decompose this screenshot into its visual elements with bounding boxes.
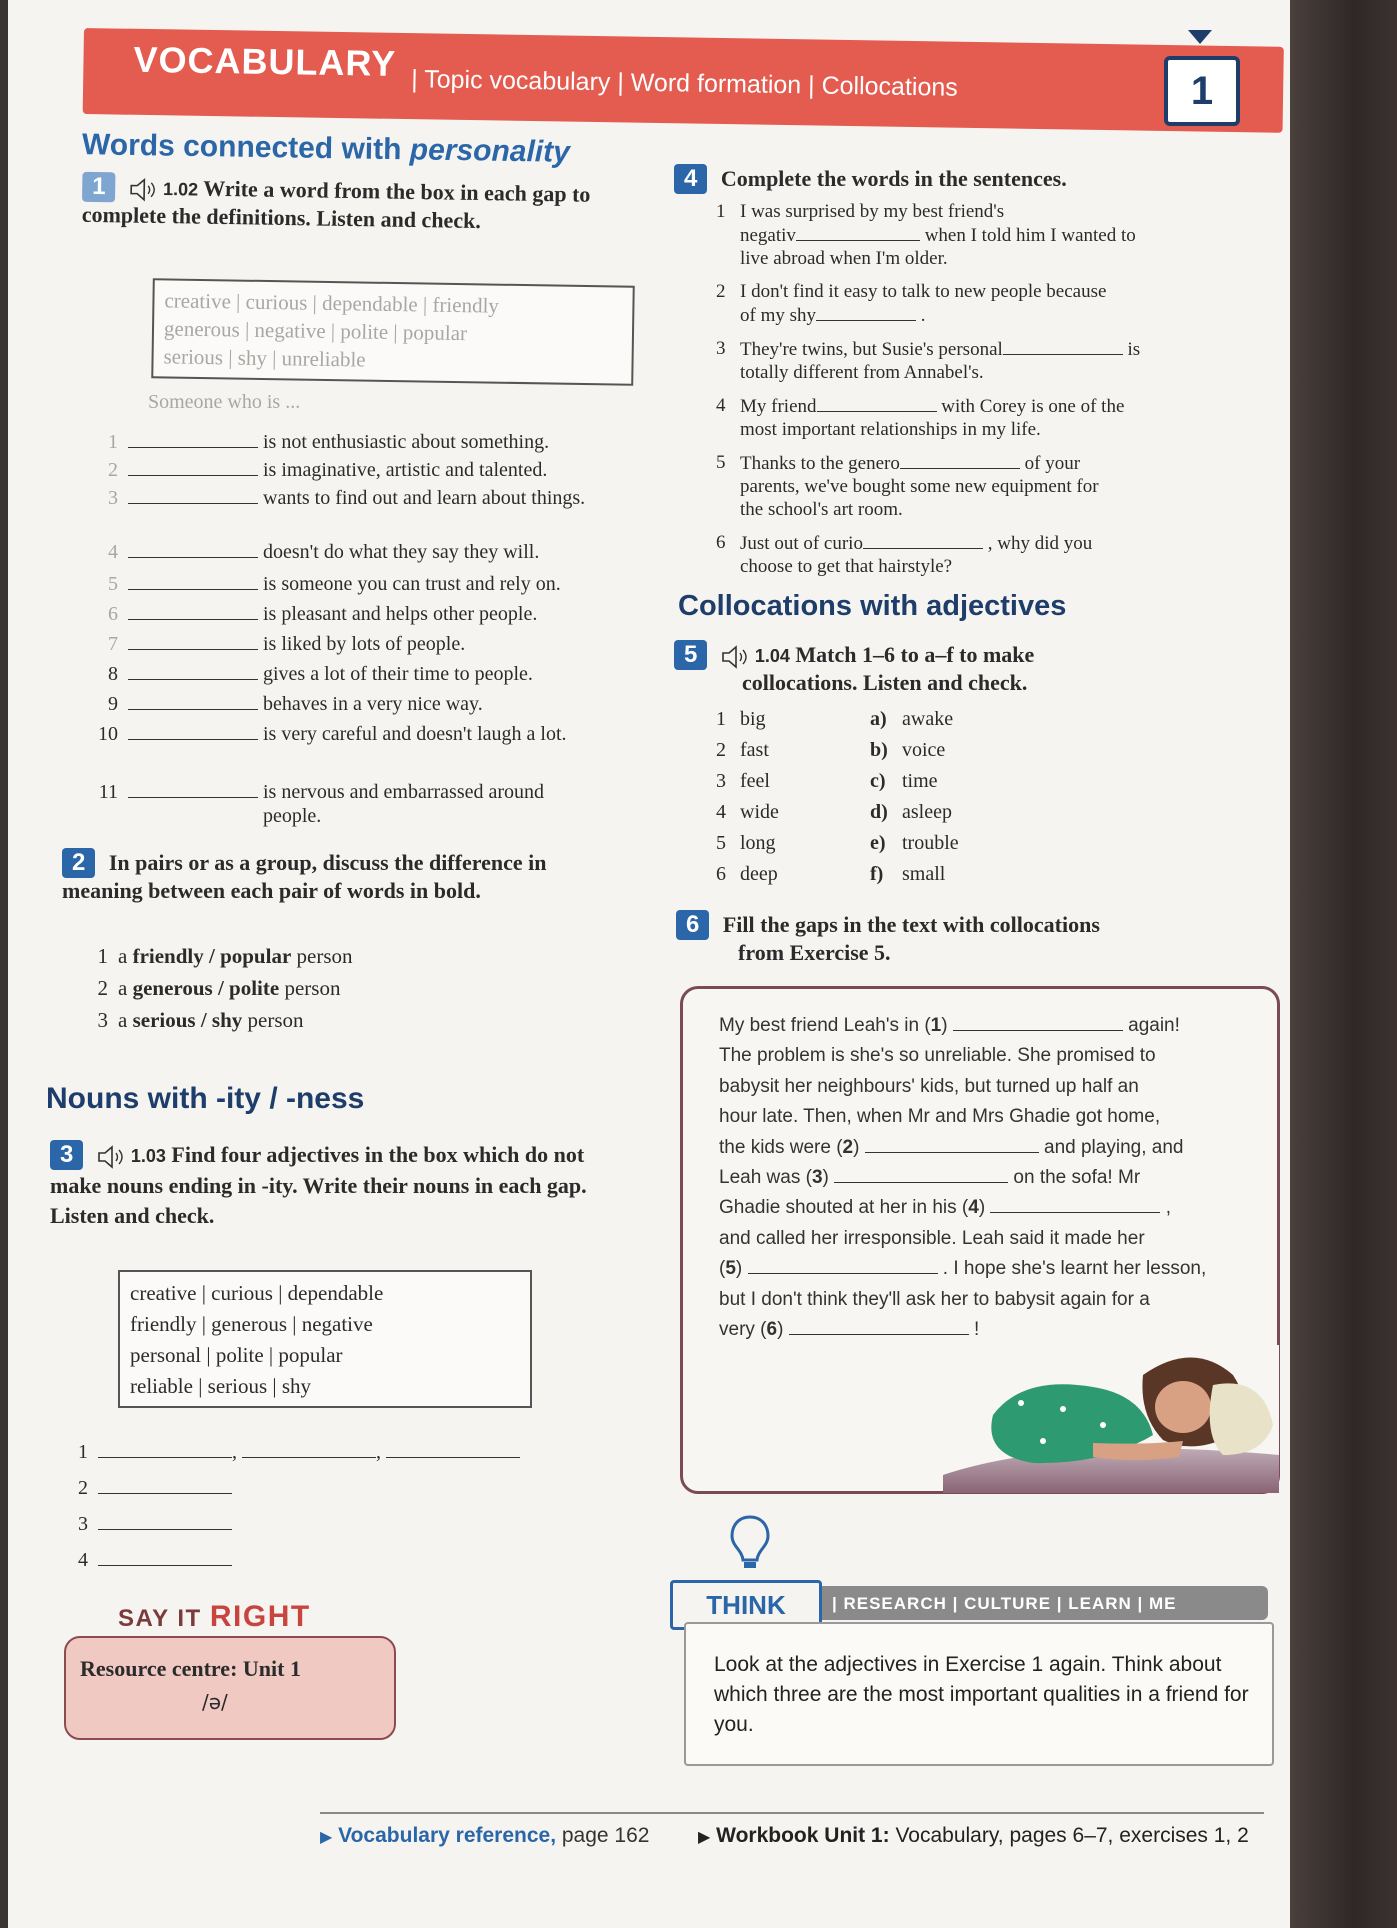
list-item	[716, 451, 1276, 521]
item-number: 1	[78, 1441, 88, 1463]
exercise-2-instruction	[62, 848, 622, 904]
item-number: 2	[716, 739, 726, 761]
exercise-number: 4	[674, 164, 707, 194]
item-text: is very careful and doesn't laugh a lot.	[263, 723, 567, 745]
item-text: is	[1122, 339, 1141, 360]
list-item	[716, 337, 1276, 384]
item-text: totally different from Annabel's.	[740, 362, 984, 383]
item-number: 5	[108, 573, 118, 595]
exercise-number: 5	[674, 640, 707, 670]
section-title-part: Words connected with	[81, 128, 411, 167]
list-item	[716, 859, 779, 890]
word-box-row: reliable | serious | shy	[130, 1374, 312, 1398]
item-text: I was surprised by my best friend's	[740, 201, 1005, 222]
story-fragment: )	[822, 1167, 835, 1189]
item-text: is nervous and embarrassed around people.	[263, 781, 545, 827]
item-number: 10	[98, 723, 118, 745]
section-title-italic: personality	[409, 133, 571, 169]
item-text: asleep	[902, 801, 952, 823]
list-item	[716, 766, 779, 797]
item-number: 3	[78, 1513, 88, 1535]
item-number: 6	[108, 603, 118, 625]
answer-gap[interactable]	[242, 1440, 376, 1458]
item-number: 3	[716, 770, 726, 792]
exercise-number: 2	[62, 848, 95, 878]
say-it-right-box	[64, 1636, 396, 1740]
story-fragment: )	[777, 1319, 789, 1341]
instruction-text: collocations. Listen and check.	[742, 670, 1028, 695]
item-text: long	[740, 832, 776, 854]
story-fragment: )	[853, 1136, 865, 1158]
item-text: person	[291, 944, 353, 968]
instruction-text: Fill the gaps in the text with collocations	[722, 912, 1100, 937]
footer-text: Workbook Unit 1:	[716, 1824, 890, 1847]
item-text: choose to get that hairstyle?	[740, 556, 953, 577]
word-box-row: friendly | generous | negative	[130, 1312, 373, 1336]
list-item	[84, 572, 644, 596]
answer-gap[interactable]	[816, 303, 916, 321]
story-gap[interactable]	[748, 1256, 938, 1274]
label-part: SAY IT	[118, 1605, 210, 1632]
item-letter: a)	[870, 708, 887, 730]
item-text: , why did you	[982, 533, 1093, 554]
audio-speaker-icon	[721, 645, 751, 669]
list-item	[88, 976, 340, 1000]
item-text: behaves in a very nice way.	[263, 693, 483, 715]
answer-gap[interactable]	[128, 722, 258, 740]
item-number: 6	[716, 863, 726, 885]
lightbulb-icon	[730, 1514, 770, 1574]
item-number: 11	[98, 781, 118, 803]
list-item	[84, 632, 644, 656]
think-box	[684, 1622, 1274, 1766]
list-item	[716, 394, 1276, 441]
answer-gap[interactable]	[128, 430, 258, 448]
answer-gap[interactable]	[98, 1548, 232, 1566]
item-text: is imaginative, artistic and talented.	[263, 459, 548, 481]
list-item	[870, 766, 959, 797]
item-text: parents, we've bought some new equipment for	[740, 476, 1099, 497]
item-number: 2	[78, 1477, 88, 1499]
exercise-4-instruction	[674, 164, 1274, 194]
bold-words: serious / shy	[132, 1008, 243, 1032]
answer-row	[74, 1548, 232, 1572]
item-text: most important relationships in my life.	[740, 419, 1041, 440]
item-number: 1	[716, 201, 726, 222]
answer-gap[interactable]	[863, 531, 983, 549]
story-fragment: Ghadie shouted at her in his (	[719, 1197, 969, 1219]
list-item	[84, 486, 644, 510]
item-text: time	[902, 770, 938, 792]
story-line	[719, 1193, 1239, 1223]
think-label: THINK	[670, 1580, 822, 1630]
section-title-nouns: Nouns with -ity / -ness	[46, 1082, 365, 1115]
resource-centre-title: Resource centre: Unit 1	[80, 1656, 301, 1681]
list-item	[84, 602, 644, 626]
answer-gap[interactable]	[128, 572, 258, 590]
item-text: fast	[740, 739, 769, 761]
item-text: feel	[740, 770, 770, 792]
item-letter: e)	[870, 832, 886, 854]
item-letter: f)	[870, 863, 884, 885]
story-fragment: )	[735, 1258, 748, 1280]
footer-text: page 162	[556, 1824, 650, 1847]
gap-number: 6	[766, 1319, 778, 1341]
story-fragment: again!	[1122, 1015, 1180, 1036]
item-text: Just out of curio	[740, 533, 863, 554]
answer-gap[interactable]	[128, 458, 258, 476]
list-item	[84, 458, 644, 482]
answer-gap[interactable]	[128, 540, 258, 558]
sleeping-girl-photo	[943, 1345, 1279, 1493]
section-title-personality	[82, 128, 570, 170]
item-text: a	[118, 944, 133, 968]
instruction-text: Write a word from the box in each gap to complete the definitions. Listen and check.	[81, 175, 591, 234]
list-item	[84, 540, 644, 564]
label-part: RIGHT	[209, 1600, 311, 1633]
item-text: negativ	[740, 225, 796, 246]
play-arrow-icon: ▶	[698, 1829, 711, 1846]
item-text: is liked by lots of people.	[263, 633, 466, 655]
item-text: a	[118, 1008, 133, 1032]
item-text: gives a lot of their time to people.	[263, 663, 533, 685]
story-line: and called her irresponsible. Leah said it made her	[719, 1227, 1145, 1249]
item-letter: c)	[870, 770, 886, 792]
instruction-text: Find four adjectives in the box which do not make nouns ending in -ity. Write their nouns in each gap. Listen and check.	[50, 1142, 587, 1228]
story-line: hour late. Then, when Mr and Mrs Ghadie got home,	[719, 1106, 1161, 1128]
story-gap[interactable]	[789, 1317, 969, 1335]
item-number: 3	[97, 1008, 108, 1032]
list-item	[716, 200, 1276, 270]
story-fragment: Leah was (	[719, 1167, 812, 1189]
list-item	[84, 780, 644, 828]
audio-speaker-icon	[97, 1145, 127, 1169]
answer-row: 1 , ,	[74, 1440, 520, 1464]
phoneme: /ə/	[202, 1690, 228, 1714]
item-text: small	[902, 863, 946, 885]
item-text: the school's art room.	[740, 499, 903, 520]
list-item	[84, 662, 644, 686]
gap-number: 3	[811, 1167, 823, 1189]
item-text: when I told him I wanted to	[919, 225, 1136, 246]
answer-gap[interactable]	[98, 1512, 232, 1530]
item-number: 5	[716, 832, 726, 854]
answer-gap[interactable]	[796, 223, 920, 241]
audio-track-number: 1.04	[754, 646, 790, 666]
item-number: 4	[716, 801, 726, 823]
item-number: 5	[716, 452, 726, 473]
gap-number: 2	[842, 1136, 854, 1158]
item-text: of your	[1019, 453, 1081, 474]
instruction-text: Match 1–6 to a–f to make	[795, 642, 1035, 667]
word-box-row: personal | polite | popular	[130, 1343, 343, 1367]
triangle-marker-icon	[1188, 30, 1212, 44]
collocation-right-list	[870, 704, 959, 890]
instruction-text: from Exercise 5.	[738, 940, 891, 965]
word-box-row: generous | negative | polite | popular	[163, 316, 468, 346]
word-box-row: creative | curious | dependable	[130, 1281, 384, 1305]
story-line	[719, 1254, 1239, 1284]
exercise-6-instruction	[676, 910, 1276, 966]
item-number: 7	[108, 633, 118, 655]
story-gap[interactable]	[865, 1135, 1039, 1153]
item-number: 4	[78, 1549, 88, 1571]
unit-number-badge: 1	[1164, 56, 1240, 126]
collocation-left-list	[716, 704, 779, 890]
story-fragment: the kids were (	[719, 1136, 843, 1158]
footer-text: Vocabulary reference,	[338, 1824, 557, 1847]
item-text: They're twins, but Susie's personal	[740, 339, 1003, 360]
item-text: trouble	[902, 832, 959, 854]
story-line: babysit her neighbours' kids, but turned up half an	[719, 1075, 1139, 1097]
textbook-page	[8, 0, 1290, 1928]
answer-gap[interactable]	[98, 1440, 232, 1458]
instruction-text: In pairs or as a group, discuss the difference in meaning between each pair of words in bold.	[62, 850, 547, 903]
story-line: but I don't think they'll ask her to babysit again for a	[719, 1288, 1150, 1310]
story-fragment: and playing, and	[1038, 1136, 1184, 1158]
exercise-number: 3	[50, 1140, 83, 1170]
item-text: of my shy	[740, 305, 816, 326]
list-item	[870, 828, 959, 859]
story-line	[719, 1133, 1239, 1163]
item-text: doesn't do what they say they will.	[263, 541, 540, 563]
answer-gap[interactable]	[1003, 337, 1123, 355]
answer-gap[interactable]	[98, 1476, 232, 1494]
item-text: person	[242, 1008, 304, 1032]
think-text: Look at the adjectives in Exercise 1 again. Think about which three are the most important qualities in a friend for you.	[714, 1653, 1249, 1736]
story-gap[interactable]	[990, 1195, 1160, 1213]
story-fragment: !	[968, 1319, 980, 1341]
exercise-4-sentences	[716, 200, 1276, 578]
item-number: 3	[716, 338, 726, 359]
story-line: The problem is she's so unreliable. She promised to	[719, 1045, 1156, 1067]
answer-gap[interactable]	[128, 692, 258, 710]
list-item	[716, 531, 1276, 578]
item-number: 2	[108, 459, 118, 481]
story-fragment: . I hope she's learnt her lesson,	[937, 1258, 1207, 1280]
workbook-reference[interactable]	[698, 1824, 1249, 1848]
gap-number: 4	[968, 1197, 979, 1219]
binder-edge	[1290, 0, 1397, 1928]
story-text	[719, 1011, 1239, 1345]
word-box-ex3	[118, 1270, 532, 1408]
say-it-right-label	[118, 1600, 311, 1634]
story-fragment: )	[978, 1197, 991, 1219]
item-number: 9	[108, 693, 118, 715]
item-text: person	[279, 976, 341, 1000]
gap-number: 1	[930, 1015, 942, 1036]
item-text: is someone you can trust and rely on.	[263, 573, 561, 595]
section-title-collocations: Collocations with adjectives	[678, 590, 1067, 622]
exercise-1-instruction	[82, 172, 623, 236]
item-text: a	[118, 976, 133, 1000]
play-arrow-icon: ▶	[320, 1829, 333, 1846]
list-item	[716, 735, 779, 766]
item-letter: b)	[870, 739, 888, 761]
word-box-row: serious | shy | unreliable	[163, 344, 366, 372]
item-number: 6	[716, 532, 726, 553]
footer-divider	[320, 1812, 1264, 1814]
bold-words: friendly / popular	[132, 944, 292, 968]
answer-gap[interactable]	[128, 486, 258, 504]
item-number: 4	[108, 541, 118, 563]
list-item	[84, 430, 644, 454]
answer-row	[74, 1476, 232, 1500]
list-item	[84, 722, 644, 746]
exercise-number: 1	[82, 172, 116, 203]
item-number: 2	[716, 281, 726, 302]
word-box-row: creative | curious | dependable | friendly	[164, 288, 500, 318]
instruction-text: Complete the words in the sentences.	[720, 166, 1067, 191]
item-text: My friend	[740, 396, 817, 417]
item-text: is not enthusiastic about something.	[263, 431, 550, 453]
story-fragment: My best friend Leah's in (	[719, 1015, 931, 1036]
answer-gap[interactable]	[128, 632, 258, 650]
item-text: wide	[740, 801, 779, 823]
answer-gap[interactable]	[128, 602, 258, 620]
list-item	[716, 797, 779, 828]
footer-text: Vocabulary, pages 6–7, exercises 1, 2	[889, 1824, 1249, 1847]
bold-words: generous / polite	[132, 976, 280, 1000]
story-gap[interactable]	[834, 1165, 1008, 1183]
story-line	[719, 1315, 1239, 1345]
story-fragment: very (	[719, 1319, 767, 1341]
story-fragment: on the sofa! Mr	[1008, 1167, 1141, 1189]
list-item	[716, 704, 779, 735]
item-text: .	[916, 305, 926, 326]
exercise-3-instruction	[50, 1140, 610, 1231]
audio-speaker-icon	[129, 177, 159, 201]
item-text: is pleasant and helps other people.	[263, 603, 538, 625]
list-item	[88, 944, 353, 968]
story-fragment: ,	[1160, 1197, 1172, 1219]
story-fragment: )	[941, 1015, 953, 1036]
item-number: 1	[97, 944, 108, 968]
answer-gap[interactable]	[817, 394, 937, 412]
answer-row	[74, 1512, 232, 1536]
story-line	[719, 1011, 1239, 1041]
exercise-number: 6	[676, 910, 709, 940]
think-categories: | RESEARCH | CULTURE | LEARN | ME	[832, 1594, 1177, 1613]
list-item	[870, 859, 959, 890]
list-item	[870, 704, 959, 735]
header-title: VOCABULARY	[133, 38, 397, 84]
list-item	[870, 735, 959, 766]
item-text: big	[740, 708, 766, 730]
item-letter: d)	[870, 801, 888, 823]
list-item	[716, 280, 1276, 327]
audio-track-number: 1.02	[162, 179, 199, 200]
item-text: awake	[902, 708, 954, 730]
unit-header-bar	[83, 28, 1284, 133]
gap-number: 5	[725, 1258, 736, 1280]
audio-track-number: 1.03	[130, 1146, 166, 1166]
item-number: 2	[97, 976, 108, 1000]
item-text: I don't find it easy to talk to new people because	[740, 281, 1107, 302]
header-subtitle: | Topic vocabulary | Word formation | Collocations	[411, 65, 958, 102]
item-text: with Corey is one of the	[936, 396, 1125, 417]
item-number: 3	[108, 487, 118, 509]
answer-gap[interactable]	[128, 662, 258, 680]
story-gap[interactable]	[953, 1013, 1123, 1031]
item-text: voice	[902, 739, 946, 761]
list-item	[88, 1008, 304, 1032]
item-text: wants to find out and learn about things.	[263, 487, 586, 509]
item-number: 8	[108, 663, 118, 685]
item-number: 1	[716, 708, 726, 730]
item-number: 1	[108, 431, 118, 453]
answer-gap[interactable]	[900, 451, 1020, 469]
list-item	[84, 692, 644, 716]
answer-gap[interactable]	[386, 1440, 520, 1458]
answer-gap[interactable]	[128, 780, 258, 798]
item-number: 4	[716, 395, 726, 416]
list-item	[716, 828, 779, 859]
story-fragment: (	[719, 1258, 726, 1280]
exercise-5-instruction	[674, 640, 1274, 696]
vocabulary-reference-link[interactable]	[320, 1824, 649, 1848]
story-line	[719, 1163, 1239, 1193]
story-text-box	[680, 986, 1280, 1494]
item-text: deep	[740, 863, 778, 885]
item-text: live abroad when I'm older.	[740, 248, 948, 269]
item-text: Thanks to the genero	[740, 453, 900, 474]
definition-lead: Someone who is ...	[148, 391, 301, 413]
list-item	[870, 797, 959, 828]
word-box-ex1	[151, 278, 635, 386]
